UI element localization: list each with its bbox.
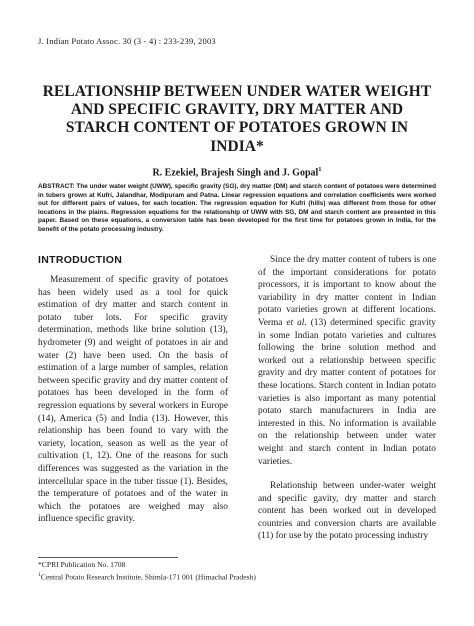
article-title: RELATIONSHIP BETWEEN UNDER WATER WEIGHT AND SPECIFIC GRAVITY, DRY MATTER AND STARCH CONTENT OF POTATOES GROWN IN INDIA* (42, 83, 432, 155)
author-names: R. Ezekiel, Brajesh Singh and J. Gopal (152, 167, 319, 179)
footnote-affiliation-text: Central Potato Research Institute, Shimla-171 001 (Himachal Pradesh) (40, 572, 256, 582)
author-line (40, 166, 434, 178)
intro-paragraph-2 (258, 254, 436, 468)
intro-paragraph-3: Relationship between under-water weight and specific gavity, dry matter and starch content has been worked out in developed countries and conversion charts are available (11) for use by the potato processing industry (258, 481, 436, 542)
footnote-affiliation-mark: 1 (38, 572, 41, 578)
section-heading-introduction: INTRODUCTION (38, 254, 123, 266)
intro-paragraph-2-part-1: Since the dry matter content of tubers is one of the important considerations for potato processors, it is important to know about the variability in dry matter content in Indian potato varieties grown at different locations. Verma (258, 255, 436, 328)
running-head: J. Indian Potato Assoc. 30 (3 - 4) : 233-239, 2003 (38, 36, 216, 46)
intro-paragraph-1: Measurement of specific gravity of potatoes has been widely used as a tool for quick estimation of dry matter and starch content in potato tuber lots. For specific gravity determination, methods like brine solution (13), hydrometer (9) and weight of potatoes in air and water (2) have been used. On the basis of estimation of a large number of samples, relation between specific gravity and dry matter content of potatoes has been developed in the form of regression equations by several workers in Europe (14), America (5) and India (13). However, this relationship has been found to vary with the variety, location, season as well as the year of cultivation (1, 12). One of the reasons for such differences was suggested as the variation in the intercellular space in the tuber tissue (1). Besides, the temperature of potatoes and of the water in which the potatoes are weighed may also influence specific gravity. (38, 275, 228, 525)
footnotes (38, 560, 256, 583)
intro-paragraph-2-part-2: (13) determined specific gravity in some Indian potato varieties and cultures following the brine solution method and worked out a relationship between specific gravity and dry matter content of potatoes for these locations. Starch content in Indian potato varieties is also important as many potential potato starch manufacturers in India are interested in this. No information is available on the relationship between under water weight and starch content in Indian potato varieties. (258, 317, 436, 467)
et-al: et al. (286, 317, 307, 328)
footnote-affiliation (38, 570, 256, 583)
left-column (38, 254, 228, 526)
footnote-cpri: *CPRI Publication No. 1708 (38, 560, 126, 569)
abstract: ABSTRACT: The under water weight (UWW), specific gravity (SG), dry matter (DM) and starch content of potatoes were determined in tubers grown at Kufri, Jalandhar, Modipuram and Patna. Linear regression equations and correlation coefficients were worked out for different pairs of values, for each location. The regression equation for Kufri (hills) was different from those for other locations in the plains. Regression equations for the relationship of UWW with SG, DM and starch content are presented in this paper. Based on these equations, a conversion table has been developed for the first time for potatoes grown in India, for the benefit of the potato processing industry. (38, 183, 436, 233)
footnote-rule (38, 557, 178, 558)
author-affiliation-mark: 1 (318, 166, 322, 173)
right-column (258, 254, 436, 543)
